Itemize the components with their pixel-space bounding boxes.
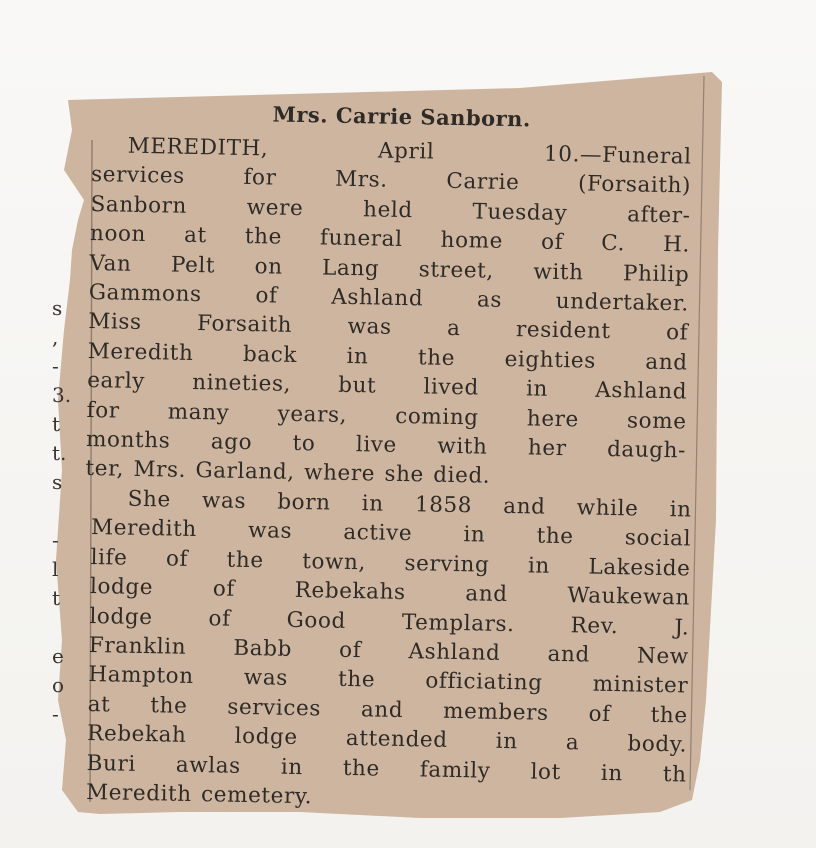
article-line: noon at the funeral home of C. H. <box>89 221 691 258</box>
margin-fragment: e <box>52 644 64 668</box>
obituary-article <box>85 98 692 810</box>
margin-fragment: s <box>52 296 63 320</box>
article-line: MEREDITH, April 10.—Funeral <box>127 133 692 170</box>
article-headline: Mrs. Carrie Sanborn. <box>272 101 532 132</box>
article-line: Rebekah lodge attended in a body. <box>86 721 688 758</box>
article-paragraph-2 <box>86 484 692 819</box>
article-line: early nineties, but lived in Ashland <box>86 368 688 405</box>
article-paragraph-1 <box>85 131 692 495</box>
margin-fragment: l <box>52 557 59 581</box>
article-line: ter, Mrs. Garland, where she died. <box>85 456 491 490</box>
article-line: Hampton was the officiating minister <box>88 662 689 699</box>
article-line: Van Pelt on Lang street, with Philip <box>89 250 690 288</box>
adjacent-column-fragments <box>52 294 72 729</box>
article-line: Gammons of Ashland as undertaker. <box>88 280 690 317</box>
article-line: Meredith back in the eighties and <box>87 338 688 376</box>
article-line: Sanborn were held Tuesday after- <box>90 191 691 229</box>
margin-fragment: - <box>52 702 59 726</box>
article-line: Buri awlas in the family lot in th <box>86 750 687 787</box>
margin-fragment: t <box>52 412 61 436</box>
article-line: Meredith cemetery. <box>85 779 313 810</box>
article-line: Franklin Babb of Ashland and New <box>88 632 690 670</box>
article-line: services for Mrs. Carrie (Forsaith) <box>90 162 692 199</box>
margin-fragment: - <box>52 528 59 552</box>
margin-fragment: s <box>52 470 63 494</box>
article-line: lodge of Rebekahs and Waukewan <box>89 574 691 611</box>
margin-fragment <box>52 497 72 526</box>
margin-fragment: 3. <box>52 383 72 407</box>
article-line: Meredith was active in the social <box>90 515 692 552</box>
article-line: months ago to live with her daugh- <box>85 427 687 464</box>
margin-fragment: o <box>52 673 65 697</box>
margin-fragment: , <box>52 325 59 349</box>
margin-fragment: t <box>52 586 61 610</box>
margin-fragment: t. <box>52 441 67 465</box>
article-line: at the services and members of the <box>87 691 688 729</box>
margin-fragment: - <box>52 354 59 378</box>
article-line: life of the town, serving in Lakeside <box>90 544 691 582</box>
article-line: She was born in 1858 and while in <box>127 486 692 523</box>
margin-fragment <box>52 613 72 642</box>
article-line: lodge of Good Templars. Rev. J. <box>89 603 690 640</box>
article-line: for many years, coming here some <box>86 397 687 435</box>
article-line: Miss Forsaith was a resident of <box>88 309 689 346</box>
